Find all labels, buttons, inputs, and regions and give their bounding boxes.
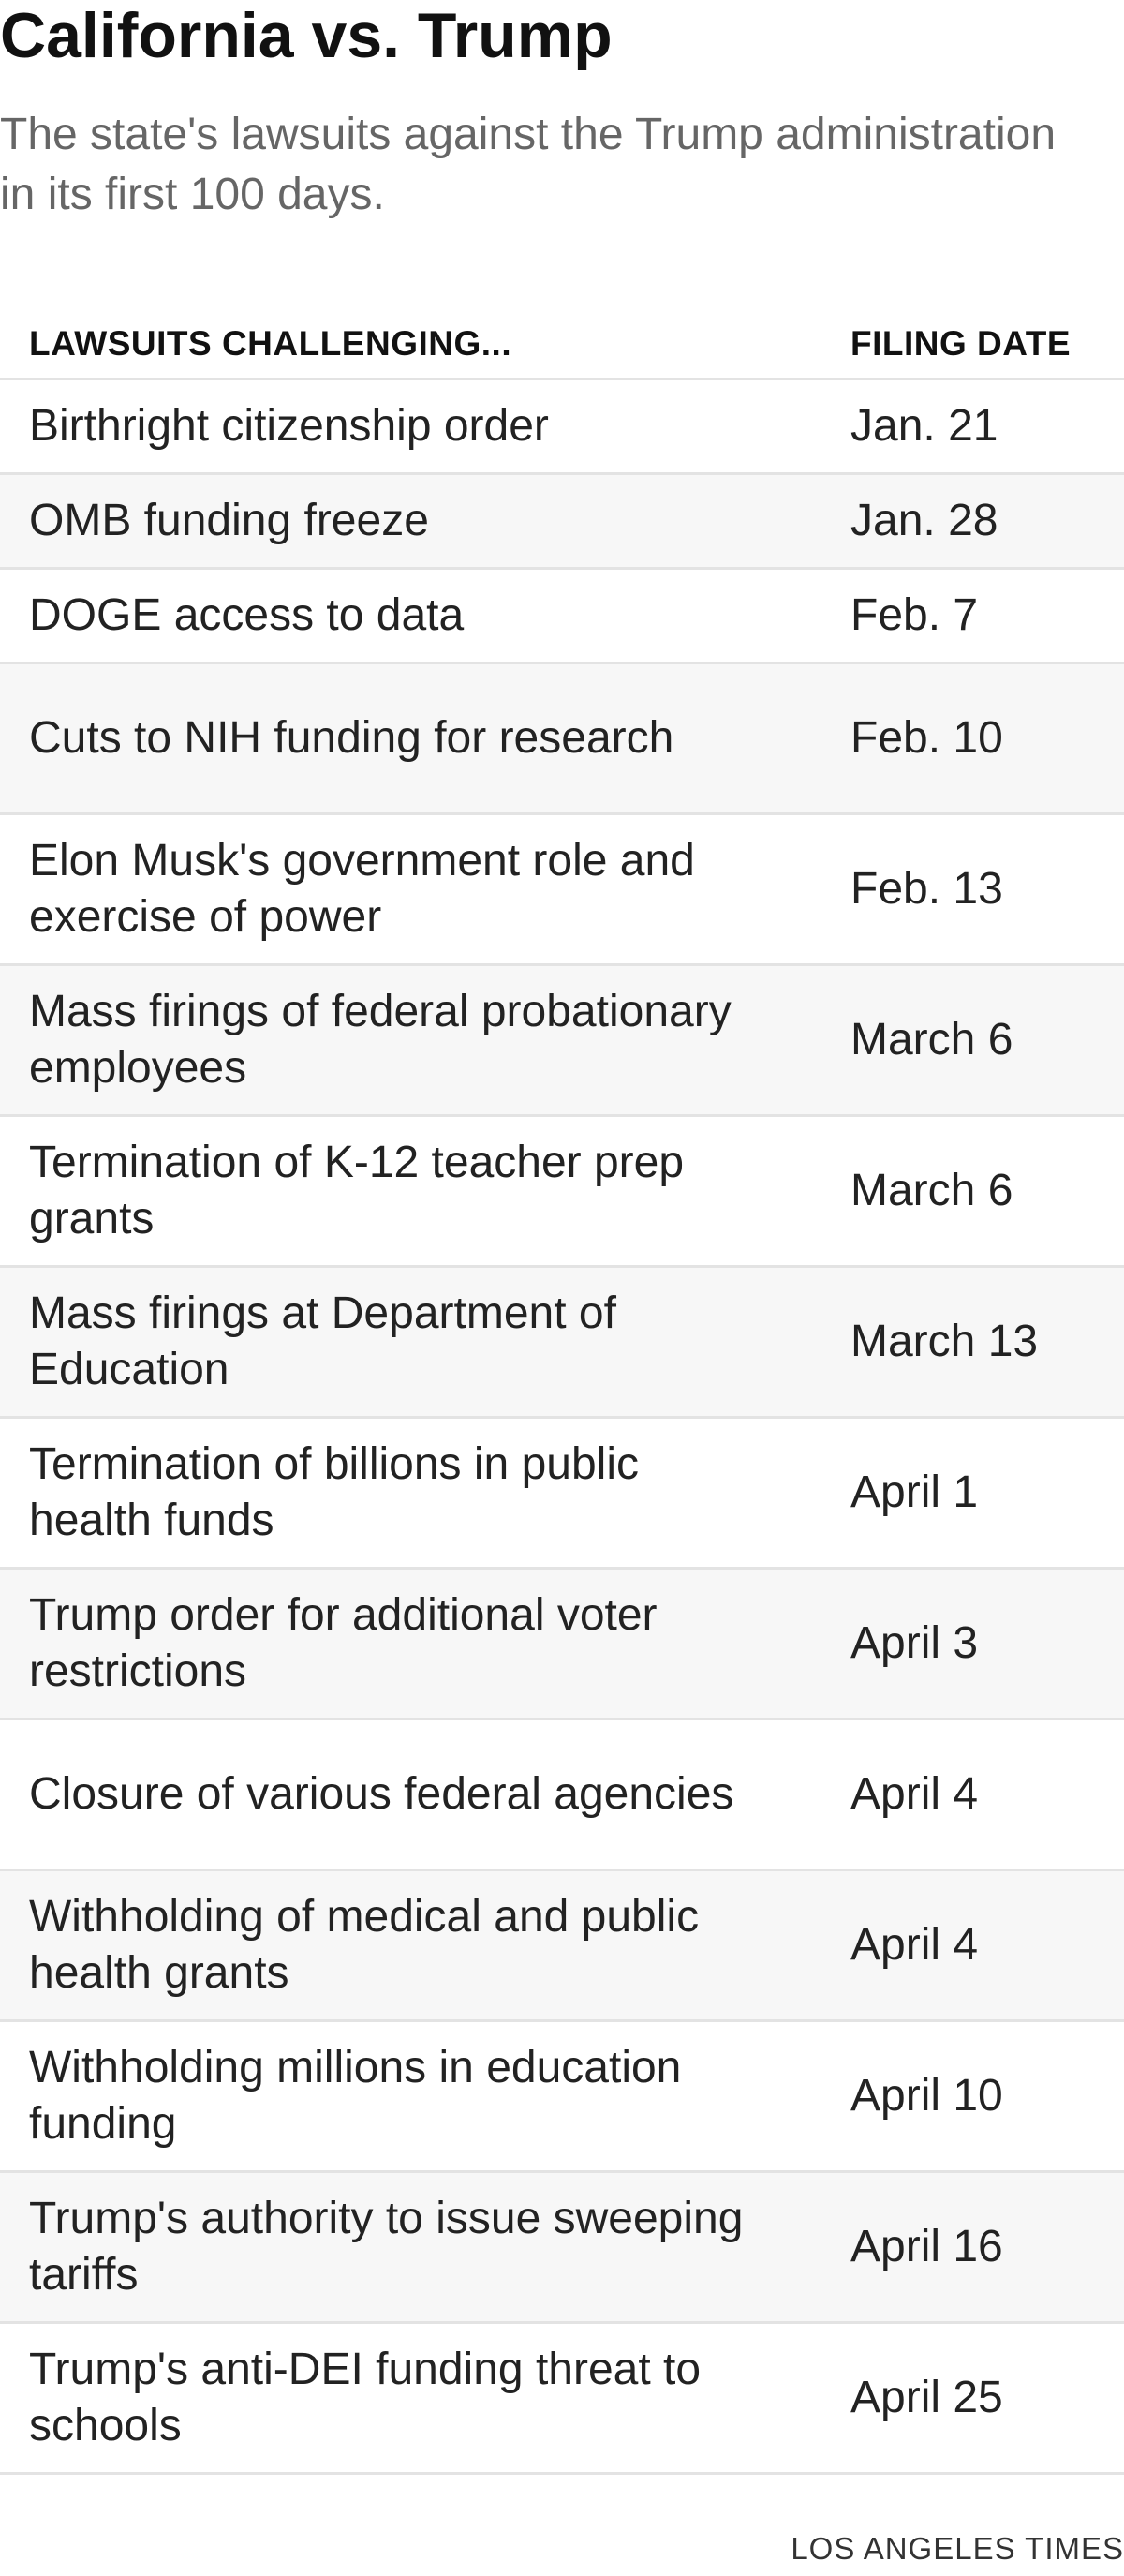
lawsuit-cell: Closure of various federal agencies [29,1769,734,1819]
column-header-filing-date: FILING DATE [850,324,1072,363]
filing-date-cell: April 3 [850,1618,979,1668]
table-row [0,380,1124,475]
lawsuit-cell: Trump's anti-DEI funding threat to schools [29,2345,702,2450]
table-row [0,2324,1124,2475]
lawsuit-cell: Termination of K-12 teacher prep grants [29,1138,685,1243]
table-row [0,1117,1124,1268]
filing-date-cell: April 25 [850,2373,1003,2422]
lawsuit-cell: Termination of billions in public health funds [29,1439,639,1545]
lawsuit-cell: Mass firings of federal probationary employees [29,987,732,1093]
table-row [0,1570,1124,1720]
table-body [0,380,1124,2475]
table-row [0,2022,1124,2173]
filing-date-cell: April 4 [850,1769,979,1819]
table-row [0,1419,1124,1570]
table-row [0,1268,1124,1419]
filing-date-cell: April 1 [850,1467,979,1517]
lawsuit-cell: Elon Musk's government role and exercise of power [29,836,695,942]
table-row [0,475,1124,570]
lawsuit-cell: OMB funding freeze [29,496,429,545]
table-row [0,570,1124,664]
lawsuit-cell: Withholding millions in education funding [29,2043,682,2149]
table-row [0,1720,1124,1871]
table-row [0,966,1124,1117]
filing-date-cell: March 6 [850,1166,1013,1215]
lawsuit-cell: Trump order for additional voter restrictions [29,1590,658,1696]
table-row [0,1871,1124,2022]
lawsuit-cell: DOGE access to data [29,590,465,640]
table-row [0,2173,1124,2324]
column-header-lawsuits: LAWSUITS CHALLENGING... [29,324,512,363]
table-row [0,815,1124,966]
lawsuit-cell: Birthright citizenship order [29,401,549,451]
filing-date-cell: April 4 [850,1920,979,1970]
lawsuit-cell: Mass firings at Department of Education [29,1288,616,1394]
table-header [0,281,1124,380]
filing-date-cell: Jan. 28 [850,496,998,545]
lawsuits-table [0,281,1124,2475]
chart-subtitle: The state's lawsuits against the Trump administration in its first 100 days. [0,110,1057,219]
table-row [0,664,1124,815]
filing-date-cell: March 13 [850,1317,1039,1366]
lawsuit-cell: Withholding of medical and public health grants [29,1892,700,1998]
filing-date-cell: April 16 [850,2222,1003,2271]
filing-date-cell: Feb. 7 [850,590,979,640]
source-credit: LOS ANGELES TIMES [791,2531,1124,2566]
lawsuit-cell: Cuts to NIH funding for research [29,713,674,763]
filing-date-cell: March 6 [850,1015,1013,1065]
filing-date-cell: Feb. 10 [850,713,1003,763]
filing-date-cell: Feb. 13 [850,864,1003,914]
chart-title: California vs. Trump [0,0,613,71]
lawsuit-cell: Trump's authority to issue sweeping tariffs [29,2194,744,2300]
filing-date-cell: Jan. 21 [850,401,998,451]
filing-date-cell: April 10 [850,2071,1003,2121]
